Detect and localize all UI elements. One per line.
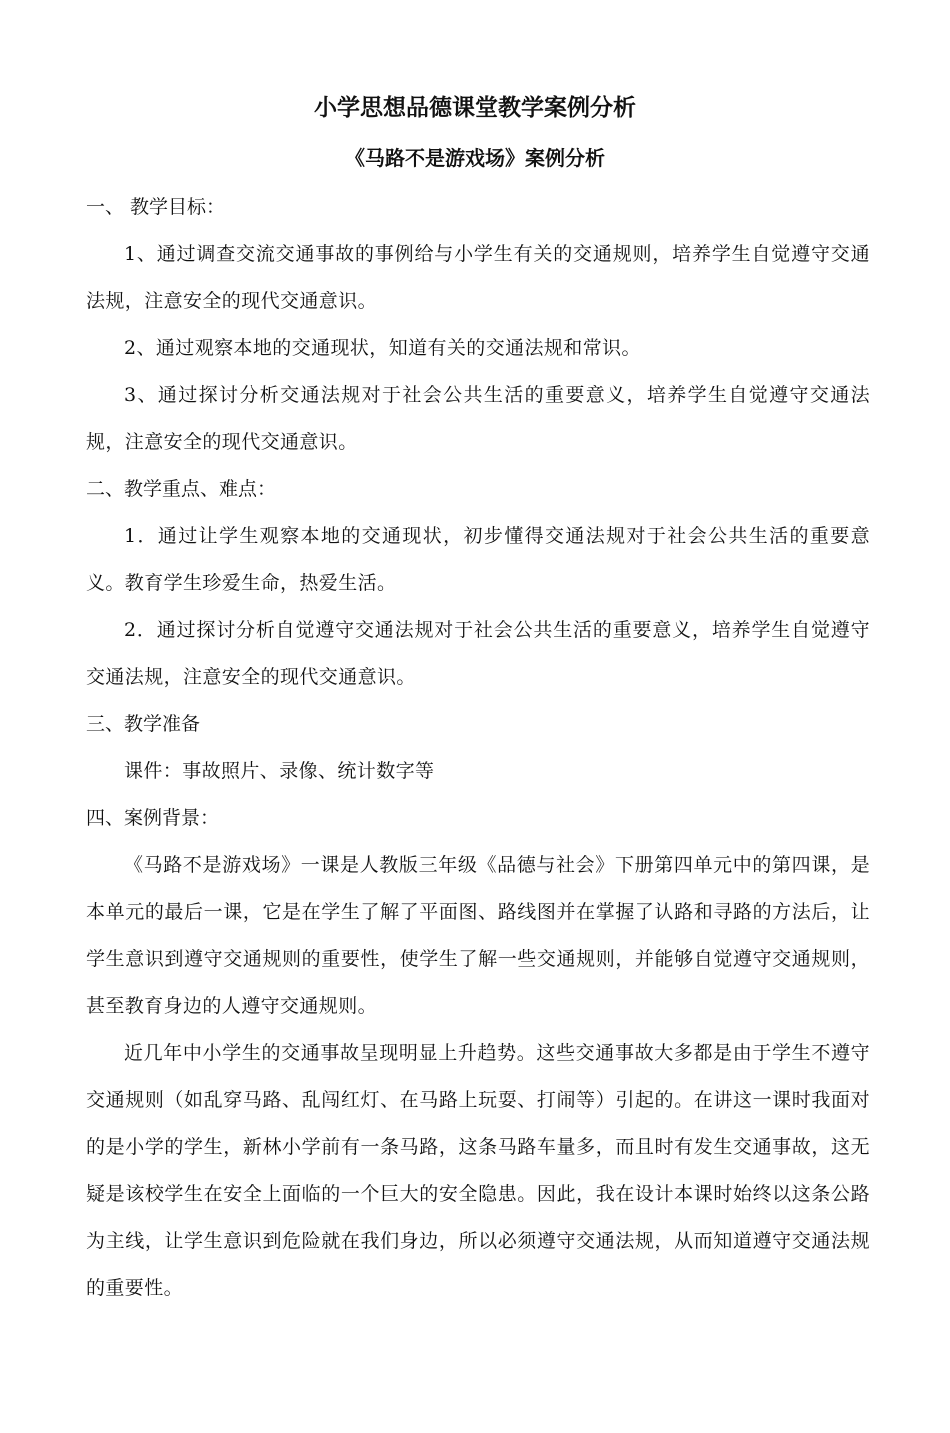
paragraph: 1．通过让学生观察本地的交通现状，初步懂得交通法规对于社会公共生活的重要意义。教育学生珍爱生命，热爱生活。 (86, 525, 870, 594)
paragraph: 2．通过探讨分析自觉遵守交通法规对于社会公共生活的重要意义，培养学生自觉遵守交通法规，注意安全的现代交通意识。 (86, 619, 870, 688)
paragraph: 3、通过探讨分析交通法规对于社会公共生活的重要意义，培养学生自觉遵守交通法规，注意安全的现代交通意识。 (86, 384, 870, 453)
paragraph: 课件：事故照片、录像、统计数字等 (124, 760, 435, 782)
document-title: 小学思想品德课堂教学案例分析 (314, 95, 636, 121)
section-heading-key-points: 二、教学重点、难点： (86, 478, 277, 500)
document-body (86, 184, 870, 1312)
paragraph: 《马路不是游戏场》一课是人教版三年级《品德与社会》下册第四单元中的第四课，是本单元的最后一课，它是在学生了解了平面图、路线图并在掌握了认路和寻路的方法后，让学生意识到遵守交通规则的重要性，使学生了解一些交通规则，并能够自觉遵守交通规则，甚至教育身边的人遵守交通规则。 (86, 854, 870, 1017)
section-heading-preparation: 三、教学准备 (86, 713, 201, 735)
paragraph: 近几年中小学生的交通事故呈现明显上升趋势。这些交通事故大多都是由于学生不遵守交通规则（如乱穿马路、乱闯红灯、在马路上玩耍、打闹等）引起的。在讲这一课时我面对的是小学的学生，新林小学前有一条马路，这条马路车量多，而且时有发生交通事故，这无疑是该校学生在安全上面临的一个巨大的安全隐患。因此，我在设计本课时始终以这条公路为主线，让学生意识到危险就在我们身边，所以必须遵守交通法规，从而知道遵守交通法规的重要性。 (86, 1042, 870, 1299)
document-subtitle: 《马路不是游戏场》案例分析 (345, 146, 605, 170)
paragraph: 2、通过观察本地的交通现状，知道有关的交通法规和常识。 (124, 337, 641, 359)
paragraph: 1、通过调查交流交通事故的事例给与小学生有关的交通规则，培养学生自觉遵守交通法规，注意安全的现代交通意识。 (86, 243, 870, 312)
section-heading-background: 四、案例背景： (86, 807, 220, 829)
section-heading-objectives: 一、 教学目标： (86, 196, 226, 218)
